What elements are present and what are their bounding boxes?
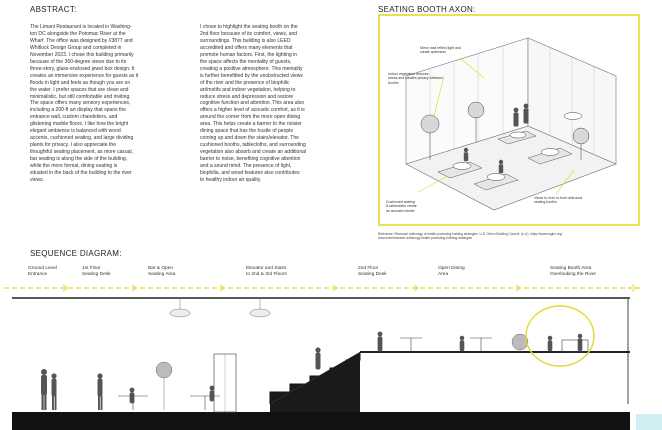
abstract-col1-line: plants for privacy. I also appreciate the [30, 142, 117, 149]
abstract-col1-line: situated in the back of the building to the river [30, 170, 132, 177]
abstract-column-2 [200, 24, 375, 184]
callout-cushioned-seating: Cushioned seating & tablecloths create an acoustic barrier [386, 200, 417, 213]
abstract-col2-line: barrier to noise, benefiting cognitive attention [200, 156, 301, 163]
sequence-stop-4: Elevator and Stairs to 2nd & 3rd Floors [246, 266, 287, 278]
axon-reference: Reference: Research anthology of health-promoting building strategies. U.S. Green Building Council. (n.d.). https://www.usgbc.org/ resources/research-anthology-health-promoting-building-strategies [378, 232, 563, 241]
abstract-col1-line: while the more formal, dining seating is [30, 163, 118, 170]
building-section-drawing [0, 296, 662, 430]
abstract-col2-line: the space affects the mentality of guests, [200, 58, 292, 65]
abstract-col2-line: offers a higher level of acoustic comfort, as it is [200, 107, 305, 114]
abstract-col1-line: accents, cushioned seating, and large dividing [30, 135, 134, 142]
abstract-col2-line: dining space that has the hustle of people [200, 128, 294, 135]
abstract-col2-line: creating a positive atmosphere. This mentality [200, 65, 303, 72]
abstract-col1-line: ton DC alongside the Potomac River at the [30, 30, 126, 37]
abstract-col2-line: reduce stress and depression and restore [200, 93, 294, 100]
abstract-col2-line: and a sound mind. The presence of light, [200, 163, 292, 170]
abstract-column-1 [30, 24, 202, 184]
sequence-arrow-line [0, 282, 662, 296]
abstract-col1-line: three-story, glass-enclosed jewel box design. It [30, 65, 135, 72]
abstract-col1-line: Wharf. The office was designed by //3877 and [30, 37, 133, 44]
sequence-title: SEQUENCE DIAGRAM: [30, 249, 122, 258]
sequence-stop-5: 2nd Floor Seating Desk [358, 266, 387, 278]
axon-title: SEATING BOOTH AXON: [378, 5, 476, 14]
abstract-col2-line: surroundings. This building is also LEED [200, 37, 291, 44]
sequence-stop-1: Ground Level Entrance [28, 266, 57, 278]
abstract-col1-line: glistening marble floors. I like how the bright [30, 121, 129, 128]
abstract-title: ABSTRACT: [30, 5, 77, 14]
abstract-col1-line: the water. I prefer spaces that are clean and [30, 86, 129, 93]
abstract-col2-line: cushioned booths, tablecloths, and surrounding [200, 142, 306, 149]
abstract-col1-line: bar seating is along the side of the building, [30, 156, 128, 163]
abstract-col2-line: area. This helps create a barrier to the noisier [200, 121, 302, 128]
abstract-col1-line: Whitlock Design Group and completed in [30, 44, 122, 51]
abstract-col2-line: promote human factors. First, the lighting in [200, 51, 298, 58]
abstract-col2-line: around the corner from the more open dining [200, 114, 301, 121]
abstract-col1-line: The space offers many sensory experiences, [30, 100, 131, 107]
callout-mirror-wall: Mirror wall reflect light and create openness [420, 46, 461, 55]
abstract-col1-line: entrance wall, custom chandeliers, and [30, 114, 118, 121]
abstract-col2-line: biophilia, and wood features also contributes [200, 170, 300, 177]
sequence-stop-6: Open Dining Area [438, 266, 465, 278]
callout-river-views: Views to river in front of/around seating booths [534, 196, 583, 205]
abstract-col1-line: creates an immersive experience for guests as it [30, 72, 139, 79]
abstract-col1-line: thoughtful seating placement, as more casual, [30, 149, 133, 156]
abstract-col1-line: including a 200-ft art display that spans the [30, 107, 126, 114]
abstract-col2-line: cognitive function and attention. This area also [200, 100, 304, 107]
decorative-corner-block [636, 414, 662, 430]
abstract-col1-line: because of the 360-degree views due to its [30, 58, 127, 65]
sequence-stop-2: 1st Floor Seating Desk [82, 266, 111, 278]
callout-indoor-vegetation: Indoor vegetation reduces stress and creates privacy between booths [388, 72, 443, 85]
abstract-col2-line: I chose to highlight the seating booth on the [200, 24, 298, 30]
abstract-col2-line: is further benefitted by the unobstructed views [200, 72, 303, 79]
sequence-stop-7: Seating Booth Area Overlooking the River [550, 266, 597, 278]
abstract-col2-line: coming up and down the stairs/elevator. The [200, 135, 299, 142]
abstract-col2-line: accredited and offers many elements that [200, 44, 293, 51]
abstract-col2-line: of the river and the presence of biophilic [200, 79, 290, 86]
abstract-col2-line: vegetation also absorb and create an additional [200, 149, 307, 156]
abstract-col2-line: 2nd floor because of its comfort, views, and [200, 30, 298, 37]
abstract-col1-line: November 2023. I chose this building primarily [30, 51, 134, 58]
abstract-col1-line: elegant ambience is balanced with wood [30, 128, 121, 135]
abstract-col1-line: views. [30, 176, 45, 183]
abstract-col1-line: minimalistic, but still comfortable and inviting. [30, 93, 131, 100]
abstract-col2-line: to healthy indoor air quality. [200, 176, 262, 183]
sequence-stop-3: Bar & Open Seating Area [148, 266, 176, 278]
abstract-col2-line: art/motifs and indoor vegetation, helping to [200, 86, 296, 93]
abstract-col1-line: The Limani Restaurant is located in Washing- [30, 24, 132, 30]
abstract-col1-line: floods in light and feels as though you are on [30, 79, 131, 86]
